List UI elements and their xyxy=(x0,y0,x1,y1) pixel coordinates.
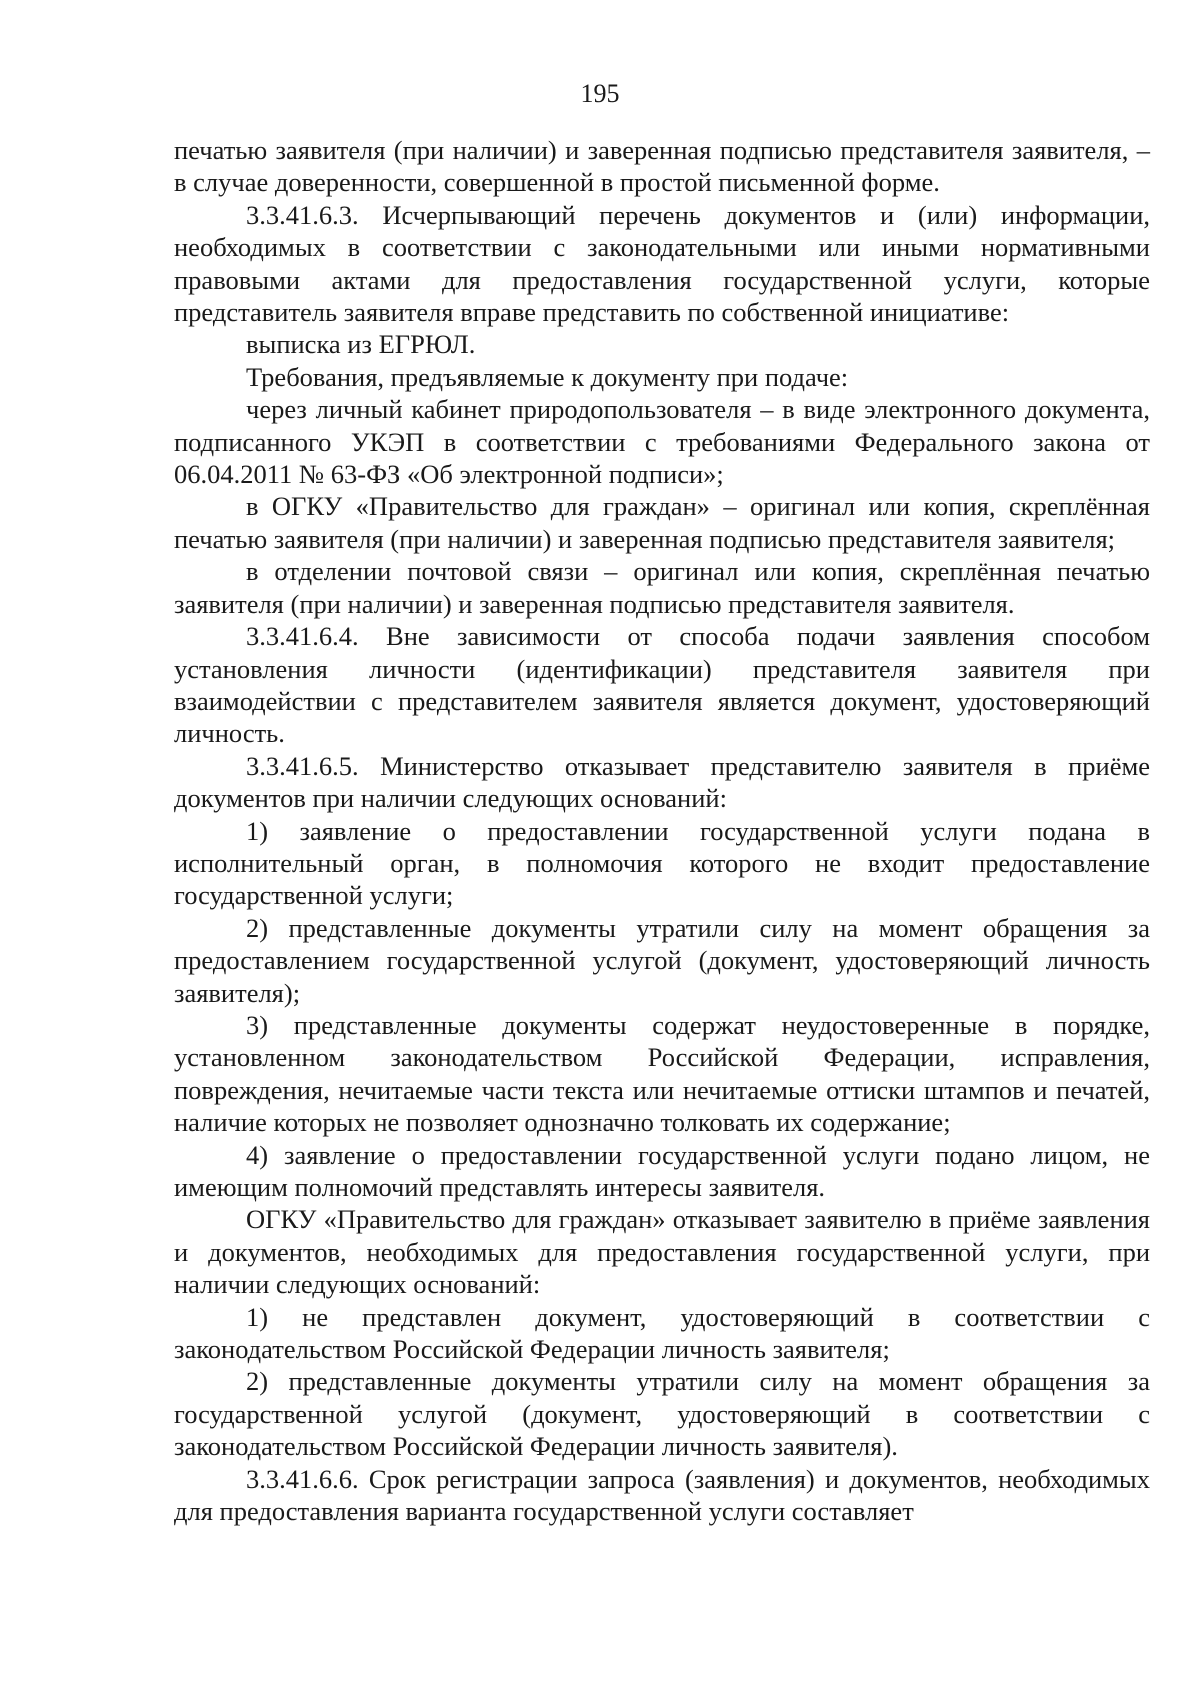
document-body xyxy=(174,134,1150,1527)
list-item-ministry-4: 4) заявление о предоставлении государственной услуги подано лицом, не имеющим полномочий представлять интересы заявителя. xyxy=(174,1139,1150,1202)
paragraph-ogku: в ОГКУ «Правительство для граждан» – оригинал или копия, скреплённая печатью заявителя (при наличии) и заверенная подписью представителя заявителя; xyxy=(174,491,1150,554)
paragraph-ogku-refusal: ОГКУ «Правительство для граждан» отказывает заявителю в приёме заявления и документов, необходимых для предоставления государственной услуги, при наличии следующих оснований: xyxy=(174,1204,1150,1300)
paragraph-3-3-41-6-6: 3.3.41.6.6. Срок регистрации запроса (заявления) и документов, необходимых для предоставления варианта государственной услуги составляет xyxy=(174,1463,1150,1527)
page-number: 195 xyxy=(580,79,620,108)
list-item-ogku-1: 1) не представлен документ, удостоверяющий в соответствии с законодательством Российской Федерации личность заявителя; xyxy=(174,1301,1150,1365)
paragraph-requirements: Требования, предъявляемые к документу при подаче: xyxy=(246,361,849,392)
list-item-ministry-2: 2) представленные документы утратили силу на момент обращения за предоставлением государственной услугой (документ, удостоверяющий личность заявителя); xyxy=(174,912,1150,1008)
paragraph-egrul-extract: выписка из ЕГРЮЛ. xyxy=(246,329,476,360)
paragraph-personal-account: через личный кабинет природопользователя – в виде электронного документа, подписанного УКЭП в соответствии с требованиями Федерального закона от 06.04.2011 № 63-ФЗ «Об электронной подписи»; xyxy=(174,394,1150,490)
list-item-ministry-1: 1) заявление о предоставлении государственной услуги подана в исполнительный орган, в полномочия которого не входит предоставление государственной услуги; xyxy=(174,815,1150,911)
paragraph-post-office: в отделении почтовой связи – оригинал или копия, скреплённая печатью заявителя (при наличии) и заверенная подписью представителя заявителя. xyxy=(174,556,1150,619)
paragraph-3-3-41-6-4: 3.3.41.6.4. Вне зависимости от способа подачи заявления способом установления личности (идентификации) представителя заявителя при взаимодействии с представителем заявителя является документ, удостоверяющий личность. xyxy=(174,621,1150,749)
paragraph-3-3-41-6-3: 3.3.41.6.3. Исчерпывающий перечень документов и (или) информации, необходимых в соответствии с законодательными или иными нормативными правовыми актами для предоставления государственной услуги, которые представитель заявителя вправе представить по собственной инициативе: xyxy=(174,199,1150,328)
paragraph-continuation: печатью заявителя (при наличии) и заверенная подписью представителя заявителя, – в случае доверенности, совершенной в простой письменной форме. xyxy=(174,135,1150,198)
list-item-ministry-3: 3) представленные документы содержат неудостоверенные в порядке, установленном законодательством Российской Федерации, исправления, повреждения, нечитаемые части текста или нечитаемые оттиски штампов и печатей, наличие которых не позволяет однозначно толковать их содержание; xyxy=(174,1009,1150,1138)
paragraph-3-3-41-6-5: 3.3.41.6.5. Министерство отказывает представителю заявителя в приёме документов при наличии следующих оснований: xyxy=(174,750,1150,814)
list-item-ogku-2: 2) представленные документы утратили силу на момент обращения за государственной услугой (документ, удостоверяющий в соответствии с законодательством Российской Федерации личность заявителя). xyxy=(174,1366,1150,1462)
